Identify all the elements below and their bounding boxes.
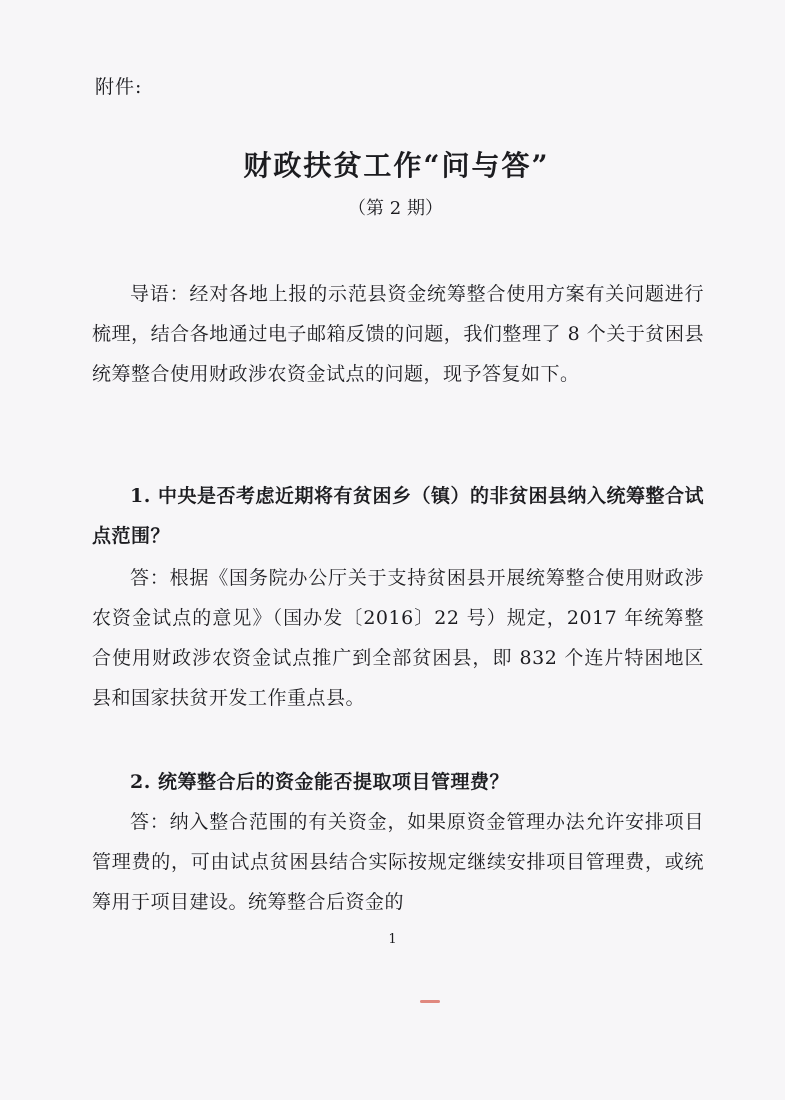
answer-2: 答：纳入整合范围的有关资金，如果原资金管理办法允许安排项目管理费的，可由试点贫困县结合实际按规定继续安排项目管理费，或统筹用于项目建设。统筹整合后资金的 xyxy=(92,811,704,913)
issue-number: （第 2 期） xyxy=(348,198,443,219)
red-mark xyxy=(420,1000,440,1003)
question-2: 2. 统筹整合后的资金能否提取项目管理费？ xyxy=(130,771,509,793)
page-number: 1 xyxy=(388,932,397,947)
attachment-label: 附件: xyxy=(95,76,143,98)
intro-paragraph: 导语：经对各地上报的示范县资金统筹整合使用方案有关问题进行梳理，结合各地通过电子邮箱反馈的问题，我们整理了 8 个关于贫困县统筹整合使用财政涉农资金试点的问题，现予答复如下。 xyxy=(92,283,704,385)
document-title: 财政扶贫工作“问与答” xyxy=(243,149,550,182)
question-1: 1. 中央是否考虑近期将有贫困乡（镇）的非贫困县纳入统筹整合试点范围？ xyxy=(92,485,704,547)
answer-1: 答：根据《国务院办公厅关于支持贫困县开展统筹整合使用财政涉农资金试点的意见》（国办发〔2016〕22 号）规定，2017 年统筹整合使用财政涉农资金试点推广到全部贫困县，即 832 个连片特困地区县和国家扶贫开发工作重点县。 xyxy=(92,567,704,709)
